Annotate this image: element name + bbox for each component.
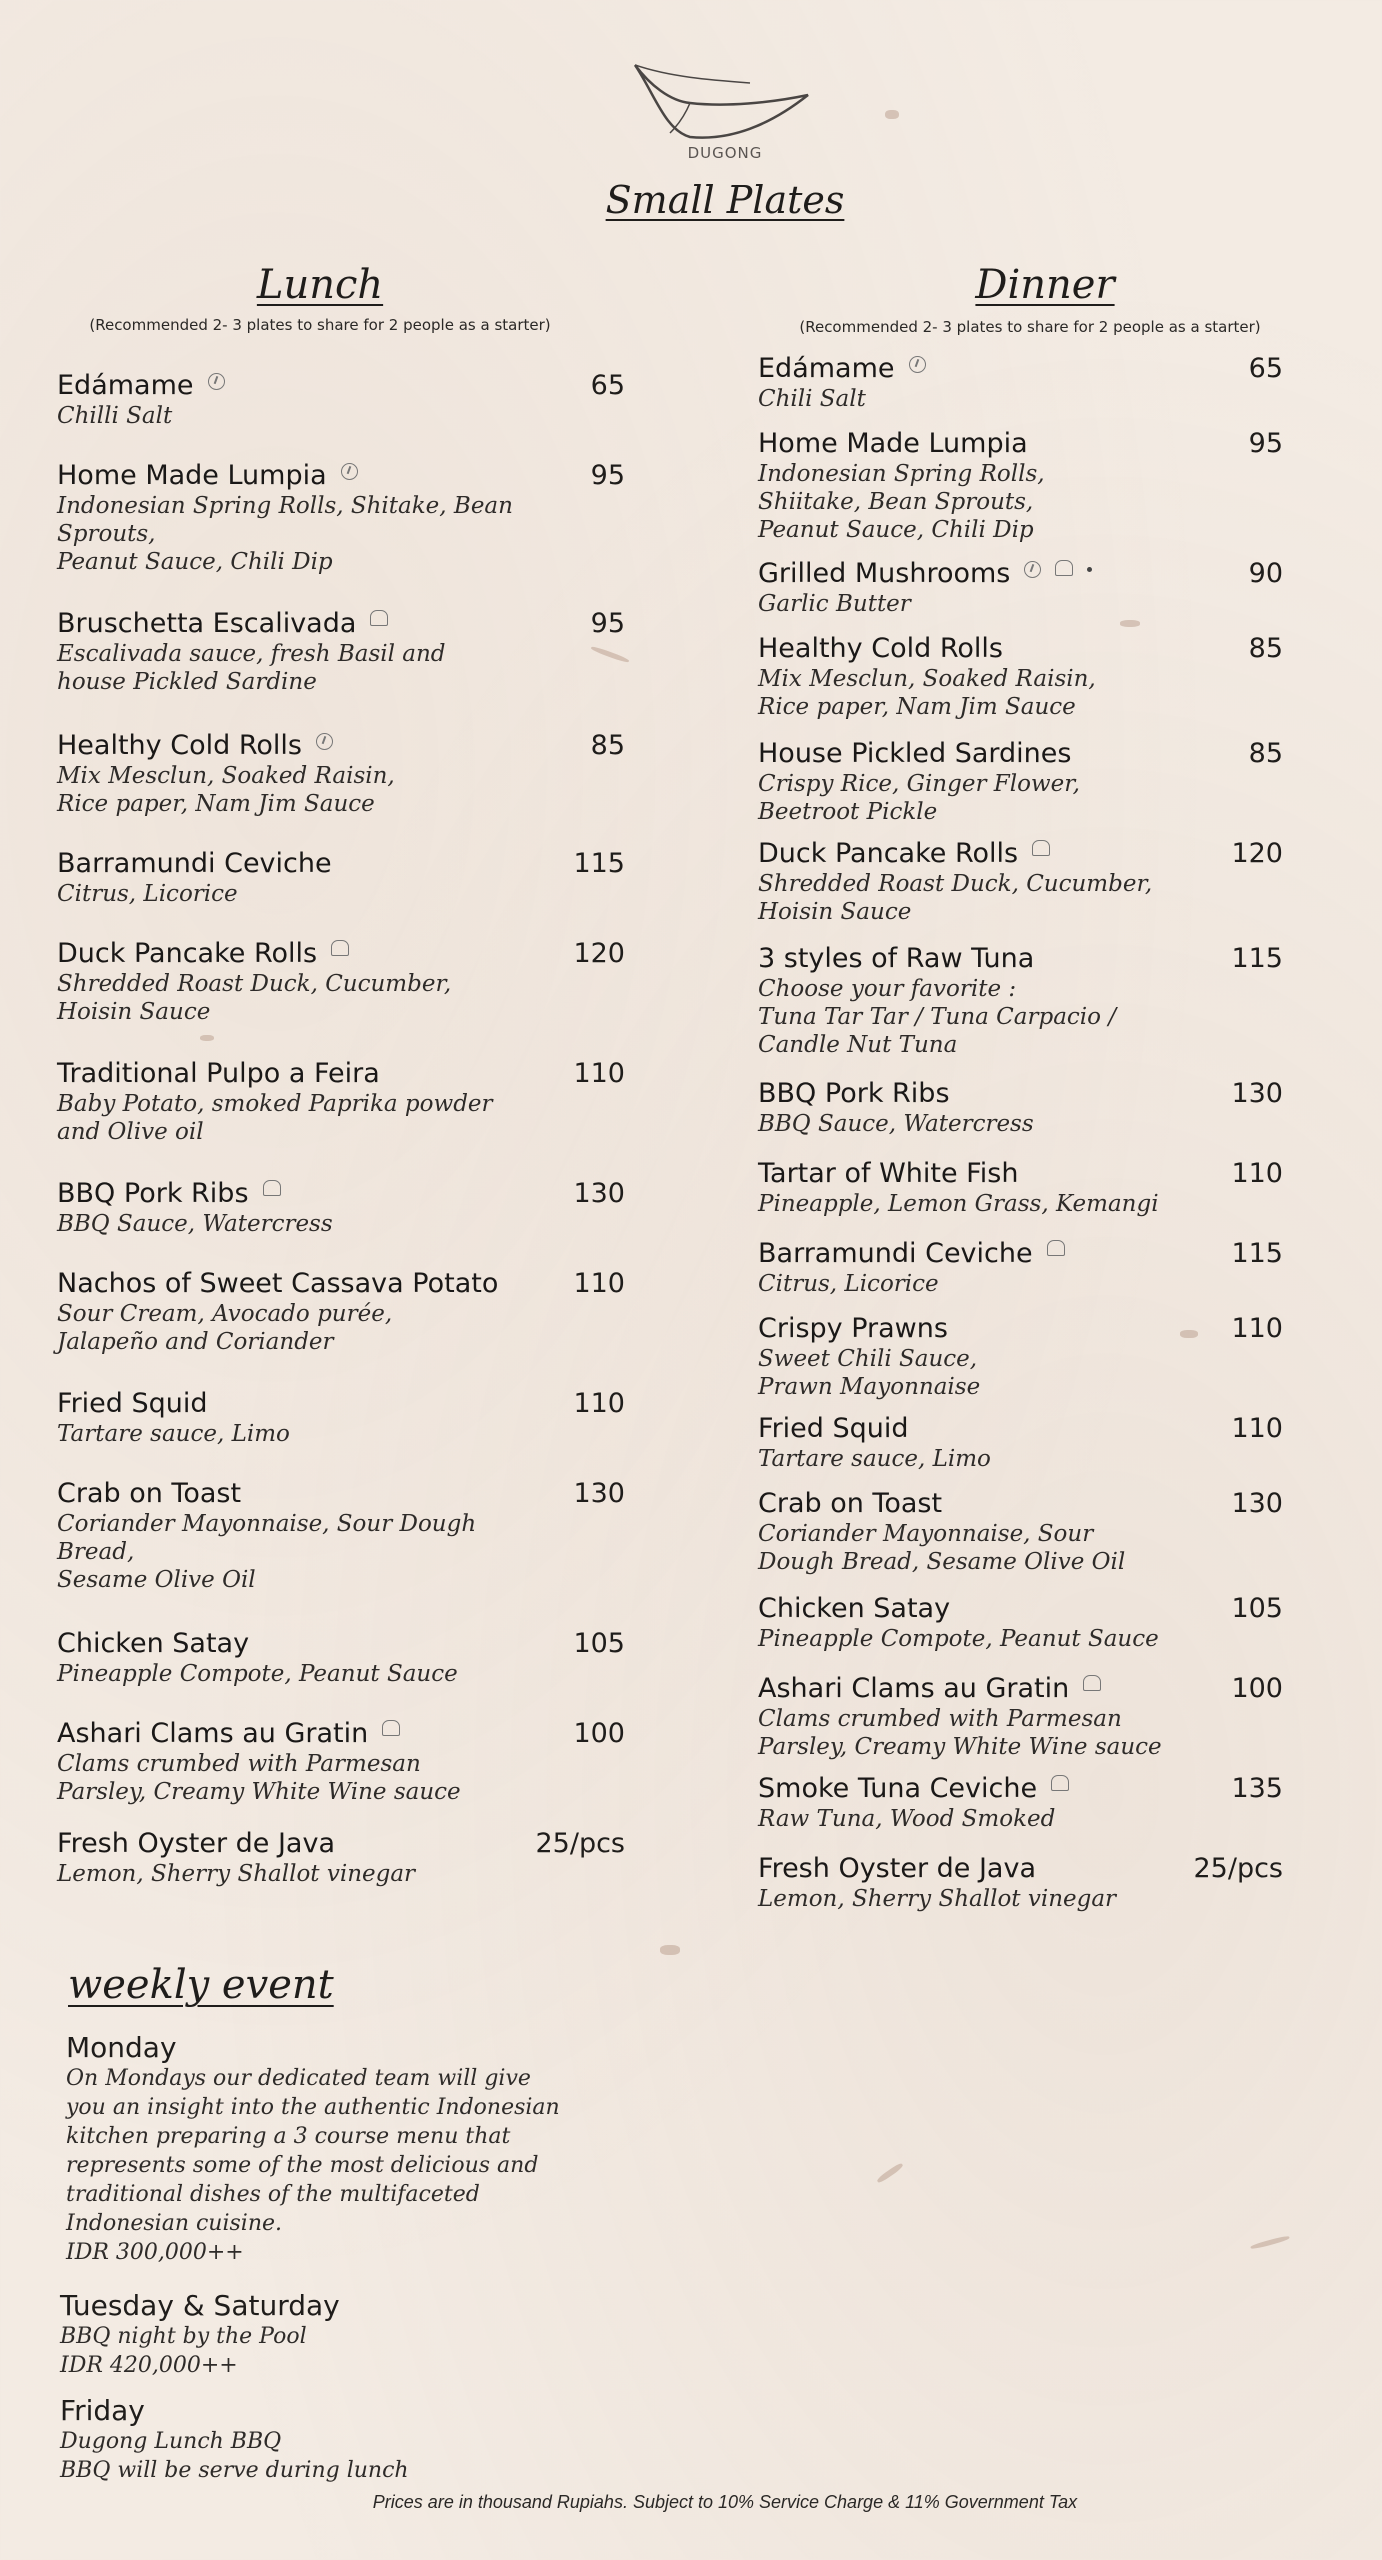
menu-item (57, 460, 625, 576)
item-price: 110 (1231, 1158, 1283, 1189)
paper-fleck (200, 1035, 214, 1041)
chef-hat-icon (1083, 1675, 1101, 1691)
item-price: 115 (1231, 943, 1283, 974)
chef-hat-icon (1055, 560, 1073, 576)
item-description: Lemon, Sherry Shallot vinegar (57, 1861, 416, 1887)
item-price: 130 (1231, 1078, 1283, 1109)
item-price: 65 (590, 370, 625, 401)
menu-item (57, 1478, 625, 1594)
item-name: House Pickled Sardines (758, 738, 1072, 769)
veg-icon (208, 373, 225, 390)
veg-icon (316, 733, 333, 750)
item-price: 110 (573, 1058, 625, 1089)
item-price: 115 (1231, 1238, 1283, 1269)
item-description: Sweet Chili Sauce, Prawn Mayonnaise (758, 1346, 981, 1400)
item-price: 100 (1231, 1673, 1283, 1704)
item-description: Pineapple Compote, Peanut Sauce (758, 1626, 1159, 1652)
item-name: Barramundi Ceviche (758, 1238, 1033, 1269)
veg-icon (909, 356, 926, 373)
event-day: Friday (60, 2394, 145, 2427)
paper-fleck (876, 2162, 904, 2184)
item-name: Home Made Lumpia (758, 428, 1028, 459)
paper-fleck (885, 110, 899, 119)
chef-hat-icon (382, 1720, 400, 1736)
item-price: 120 (1231, 838, 1283, 869)
chef-hat-icon (331, 940, 349, 956)
item-description: BBQ Sauce, Watercress (758, 1111, 1034, 1137)
item-name: 3 styles of Raw Tuna (758, 943, 1035, 974)
item-description: Baby Potato, smoked Paprika powder and Olive oil (57, 1091, 493, 1145)
item-description: Shredded Roast Duck, Cucumber, Hoisin Sauce (758, 871, 1153, 925)
event-item (60, 2290, 340, 2380)
menu-item (758, 1488, 1283, 1576)
chef-hat-icon (263, 1180, 281, 1196)
item-name: BBQ Pork Ribs (758, 1078, 950, 1109)
weekly-event-heading: weekly event (68, 1962, 334, 2008)
event-item (60, 2395, 409, 2485)
menu-item (758, 1593, 1283, 1653)
item-description: Indonesian Spring Rolls, Shitake, Bean Sprouts, Peanut Sauce, Chili Dip (57, 493, 513, 575)
item-name: Smoke Tuna Ceviche (758, 1773, 1038, 1804)
item-price: 25/pcs (535, 1828, 625, 1859)
dugong-logo (630, 55, 820, 162)
menu-item (758, 558, 1283, 618)
item-name: Duck Pancake Rolls (758, 838, 1019, 869)
item-price: 120 (573, 938, 625, 969)
item-name: Fried Squid (758, 1413, 909, 1444)
menu-item (758, 838, 1283, 926)
menu-item (57, 938, 625, 1026)
boat-icon (630, 55, 820, 150)
item-description: Clams crumbed with Parmesan Parsley, Creamy White Wine sauce (758, 1706, 1162, 1760)
item-description: Indonesian Spring Rolls, Shiitake, Bean Sprouts, Peanut Sauce, Chili Dip (758, 461, 1045, 543)
menu-item (57, 1178, 625, 1238)
item-description: Raw Tuna, Wood Smoked (758, 1806, 1056, 1832)
menu-item (758, 1773, 1283, 1833)
item-description: Chilli Salt (57, 403, 173, 429)
item-name: Chicken Satay (758, 1593, 951, 1624)
item-name: Healthy Cold Rolls (758, 633, 1003, 664)
paper-fleck (660, 1945, 680, 1955)
item-name: Traditional Pulpo a Feira (57, 1058, 380, 1089)
item-price: 100 (573, 1718, 625, 1749)
menu-item (758, 1413, 1283, 1473)
item-price: 95 (590, 460, 625, 491)
item-price: 110 (1231, 1313, 1283, 1344)
item-price: 85 (1248, 738, 1283, 769)
dinner-heading: Dinner (975, 262, 1115, 308)
paper-fleck (1250, 2235, 1290, 2250)
menu-item (57, 1388, 625, 1448)
menu-item (57, 1718, 625, 1806)
item-name: Healthy Cold Rolls (57, 730, 302, 761)
page-title: Small Plates (605, 178, 845, 222)
item-price: 25/pcs (1193, 1853, 1283, 1884)
event-description: On Mondays our dedicated team will give you an insight into the authentic Indonesian kitchen preparing a 3 course menu that represents some of the most delicious and traditional dishes of the multifaceted Indonesian cuisine. IDR 300,000++ (66, 2066, 560, 2265)
item-price: 95 (1248, 428, 1283, 459)
menu-item (57, 848, 625, 908)
item-description: Shredded Roast Duck, Cucumber, Hoisin Sauce (57, 971, 452, 1025)
lunch-note: (Recommended 2- 3 plates to share for 2 people as a starter) (89, 316, 551, 334)
item-description: Chili Salt (758, 386, 866, 412)
item-price: 90 (1248, 558, 1283, 589)
item-description: Choose your favorite : Tuna Tar Tar / Tuna Carpacio / Candle Nut Tuna (758, 976, 1117, 1058)
item-name: Barramundi Ceviche (57, 848, 332, 879)
item-description: Clams crumbed with Parmesan Parsley, Creamy White Wine sauce (57, 1751, 461, 1805)
item-price: 130 (573, 1178, 625, 1209)
item-name: Duck Pancake Rolls (57, 938, 318, 969)
item-name: Edámame (57, 370, 194, 401)
menu-item (758, 428, 1283, 544)
item-price: 130 (1231, 1488, 1283, 1519)
item-name: Nachos of Sweet Cassava Potato (57, 1268, 499, 1299)
dinner-note: (Recommended 2- 3 plates to share for 2 people as a starter) (799, 318, 1261, 336)
event-description: Dugong Lunch BBQ BBQ will be serve during lunch (60, 2429, 409, 2483)
item-name: Crispy Prawns (758, 1313, 948, 1344)
menu-item (758, 1238, 1283, 1298)
menu-item (758, 1313, 1283, 1401)
item-name: Tartar of White Fish (758, 1158, 1019, 1189)
item-name: Edámame (758, 353, 895, 384)
item-description: Mix Mesclun, Soaked Raisin, Rice paper, Nam Jim Sauce (758, 666, 1096, 720)
item-price: 115 (573, 848, 625, 879)
menu-item (57, 1058, 625, 1146)
item-price: 85 (590, 730, 625, 761)
menu-item (57, 1268, 625, 1356)
menu-item (758, 1158, 1283, 1218)
veg-icon (1024, 561, 1041, 578)
item-description: Tartare sauce, Limo (758, 1446, 991, 1472)
item-name: Crab on Toast (57, 1478, 242, 1509)
dot-icon (1087, 567, 1092, 572)
footer-note: Prices are in thousand Rupiahs. Subject to 10% Service Charge & 11% Government Tax (372, 2492, 1078, 2512)
menu-item (57, 1628, 625, 1688)
item-description: BBQ Sauce, Watercress (57, 1211, 333, 1237)
item-price: 65 (1248, 353, 1283, 384)
menu-item (758, 353, 1283, 413)
event-item (66, 2032, 560, 2267)
item-price: 85 (1248, 633, 1283, 664)
menu-item (758, 1853, 1283, 1913)
veg-icon (341, 463, 358, 480)
item-name: Bruschetta Escalivada (57, 608, 357, 639)
lunch-heading: Lunch (256, 262, 384, 308)
item-name: Ashari Clams au Gratin (758, 1673, 1070, 1704)
item-description: Crispy Rice, Ginger Flower, Beetroot Pickle (758, 771, 1080, 825)
item-description: Tartare sauce, Limo (57, 1421, 290, 1447)
chef-hat-icon (1032, 840, 1050, 856)
menu-item (758, 943, 1283, 1059)
item-price: 135 (1231, 1773, 1283, 1804)
item-description: Coriander Mayonnaise, Sour Dough Bread, Sesame Olive Oil (57, 1511, 477, 1593)
item-name: Ashari Clams au Gratin (57, 1718, 369, 1749)
item-description: Mix Mesclun, Soaked Raisin, Rice paper, Nam Jim Sauce (57, 763, 395, 817)
item-name: Chicken Satay (57, 1628, 250, 1659)
chef-hat-icon (1051, 1775, 1069, 1791)
item-price: 110 (573, 1268, 625, 1299)
chef-hat-icon (1047, 1240, 1065, 1256)
item-name: Home Made Lumpia (57, 460, 327, 491)
item-price: 130 (573, 1478, 625, 1509)
brand-name: DUGONG (687, 144, 763, 162)
item-description: Coriander Mayonnaise, Sour Dough Bread, Sesame Olive Oil (758, 1521, 1126, 1575)
item-description: Citrus, Licorice (758, 1271, 939, 1297)
event-day: Monday (66, 2031, 177, 2064)
item-name: Grilled Mushrooms (758, 558, 1011, 589)
item-description: Pineapple, Lemon Grass, Kemangi (758, 1191, 1159, 1217)
item-description: Sour Cream, Avocado purée, Jalapeño and Coriander (57, 1301, 393, 1355)
event-day: Tuesday & Saturday (60, 2289, 340, 2322)
menu-item (57, 730, 625, 818)
menu-item (57, 370, 625, 430)
item-name: Fried Squid (57, 1388, 208, 1419)
menu-item (57, 1828, 625, 1888)
item-description: Escalivada sauce, fresh Basil and house Pickled Sardine (57, 641, 446, 695)
item-name: Fresh Oyster de Java (57, 1828, 335, 1859)
paper-fleck (1120, 620, 1140, 627)
menu-item (758, 633, 1283, 721)
item-description: Citrus, Licorice (57, 881, 238, 907)
item-description: Pineapple Compote, Peanut Sauce (57, 1661, 458, 1687)
menu-item (758, 1673, 1283, 1761)
menu-item (758, 738, 1283, 826)
item-price: 95 (590, 608, 625, 639)
item-name: Fresh Oyster de Java (758, 1853, 1036, 1884)
item-price: 105 (573, 1628, 625, 1659)
item-description: Garlic Butter (758, 591, 911, 617)
item-description: Lemon, Sherry Shallot vinegar (758, 1886, 1117, 1912)
item-price: 110 (1231, 1413, 1283, 1444)
item-price: 105 (1231, 1593, 1283, 1624)
menu-item (758, 1078, 1283, 1138)
chef-hat-icon (370, 610, 388, 626)
item-name: BBQ Pork Ribs (57, 1178, 249, 1209)
menu-item (57, 608, 625, 696)
event-description: BBQ night by the Pool IDR 420,000++ (60, 2324, 307, 2378)
item-price: 110 (573, 1388, 625, 1419)
item-name: Crab on Toast (758, 1488, 943, 1519)
